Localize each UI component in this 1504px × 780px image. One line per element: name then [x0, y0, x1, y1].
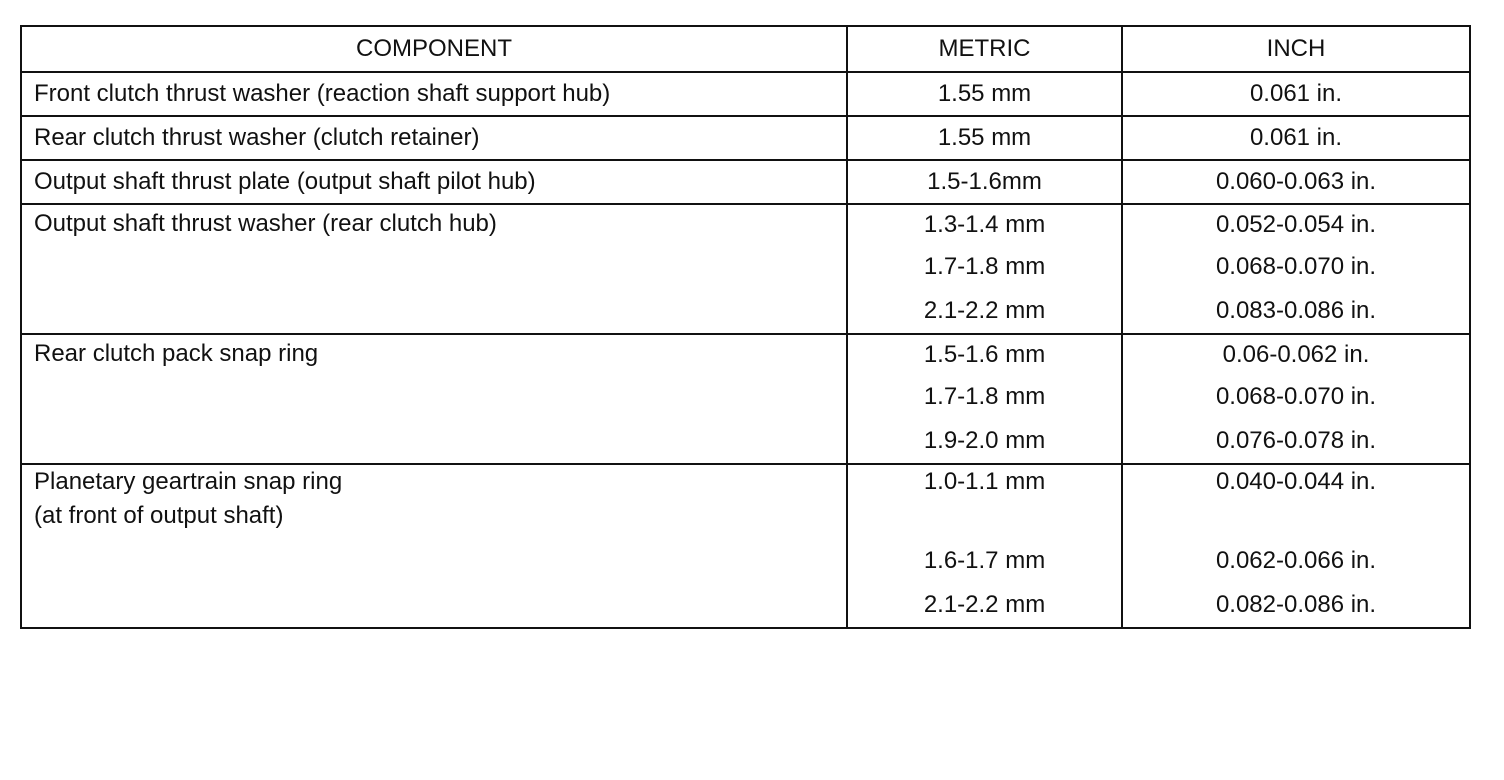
- inch-value: 0.060-0.063 in.: [1215, 168, 1377, 195]
- inch-value: 0.068-0.070 in.: [1215, 253, 1377, 280]
- metric-cell: [847, 72, 1122, 116]
- component-name: Output shaft thrust washer (rear clutch hub): [34, 210, 497, 237]
- header-inch: INCH: [1122, 26, 1470, 72]
- inch-value: 0.068-0.070 in.: [1215, 383, 1377, 410]
- component-cell: [21, 160, 847, 204]
- metric-value: 2.1-2.2 mm: [923, 297, 1046, 324]
- metric-cell: [847, 160, 1122, 204]
- metric-value: 1.7-1.8 mm: [923, 383, 1046, 410]
- metric-value: 1.55 mm: [937, 80, 1032, 107]
- component-name: Output shaft thrust plate (output shaft pilot hub): [34, 168, 536, 195]
- inch-cell: [1122, 334, 1470, 464]
- metric-value: 1.7-1.8 mm: [923, 253, 1046, 280]
- component-cell: [21, 464, 847, 628]
- table-row: [21, 72, 1470, 116]
- metric-value: 1.5-1.6mm: [927, 168, 1042, 195]
- component-cell: [21, 204, 847, 334]
- inch-value: 0.052-0.054 in.: [1215, 211, 1377, 238]
- inch-cell: [1122, 464, 1470, 628]
- component-cell: [21, 334, 847, 464]
- table-row: [21, 160, 1470, 204]
- inch-value: 0.061 in.: [1249, 80, 1343, 107]
- inch-cell: [1122, 72, 1470, 116]
- header-row: [21, 26, 1470, 72]
- component-name-note: (at front of output shaft): [34, 502, 284, 529]
- metric-value: 1.5-1.6 mm: [923, 341, 1046, 368]
- header-metric: METRIC: [847, 26, 1122, 72]
- metric-cell: [847, 204, 1122, 334]
- inch-value: 0.06-0.062 in.: [1222, 341, 1370, 368]
- component-name: Front clutch thrust washer (reaction shaft support hub): [34, 80, 611, 107]
- metric-value: 1.9-2.0 mm: [923, 427, 1046, 454]
- metric-value: 1.3-1.4 mm: [923, 211, 1046, 238]
- component-cell: [21, 72, 847, 116]
- inch-value: 0.062-0.066 in.: [1215, 547, 1377, 574]
- inch-value: 0.061 in.: [1249, 124, 1343, 151]
- table-row: [21, 116, 1470, 160]
- inch-value: 0.083-0.086 in.: [1215, 297, 1377, 324]
- inch-cell: [1122, 116, 1470, 160]
- table-row: [21, 334, 1470, 464]
- table-row: [21, 204, 1470, 334]
- metric-value: 1.55 mm: [937, 124, 1032, 151]
- metric-value: 1.6-1.7 mm: [923, 547, 1046, 574]
- inch-value: 0.076-0.078 in.: [1215, 427, 1377, 454]
- inch-cell: [1122, 204, 1470, 334]
- header-component: COMPONENT: [21, 26, 847, 72]
- inch-cell: [1122, 160, 1470, 204]
- component-name: Planetary geartrain snap ring: [34, 468, 343, 495]
- metric-cell: [847, 464, 1122, 628]
- metric-value: 2.1-2.2 mm: [923, 591, 1046, 618]
- metric-cell: [847, 334, 1122, 464]
- component-name: Rear clutch thrust washer (clutch retainer): [34, 124, 480, 151]
- component-name: Rear clutch pack snap ring: [34, 340, 319, 367]
- inch-value: 0.082-0.086 in.: [1215, 591, 1377, 618]
- component-cell: [21, 116, 847, 160]
- specification-table: [20, 25, 1471, 629]
- inch-value: 0.040-0.044 in.: [1215, 468, 1377, 495]
- metric-cell: [847, 116, 1122, 160]
- table-row: [21, 464, 1470, 628]
- metric-value: 1.0-1.1 mm: [923, 468, 1046, 495]
